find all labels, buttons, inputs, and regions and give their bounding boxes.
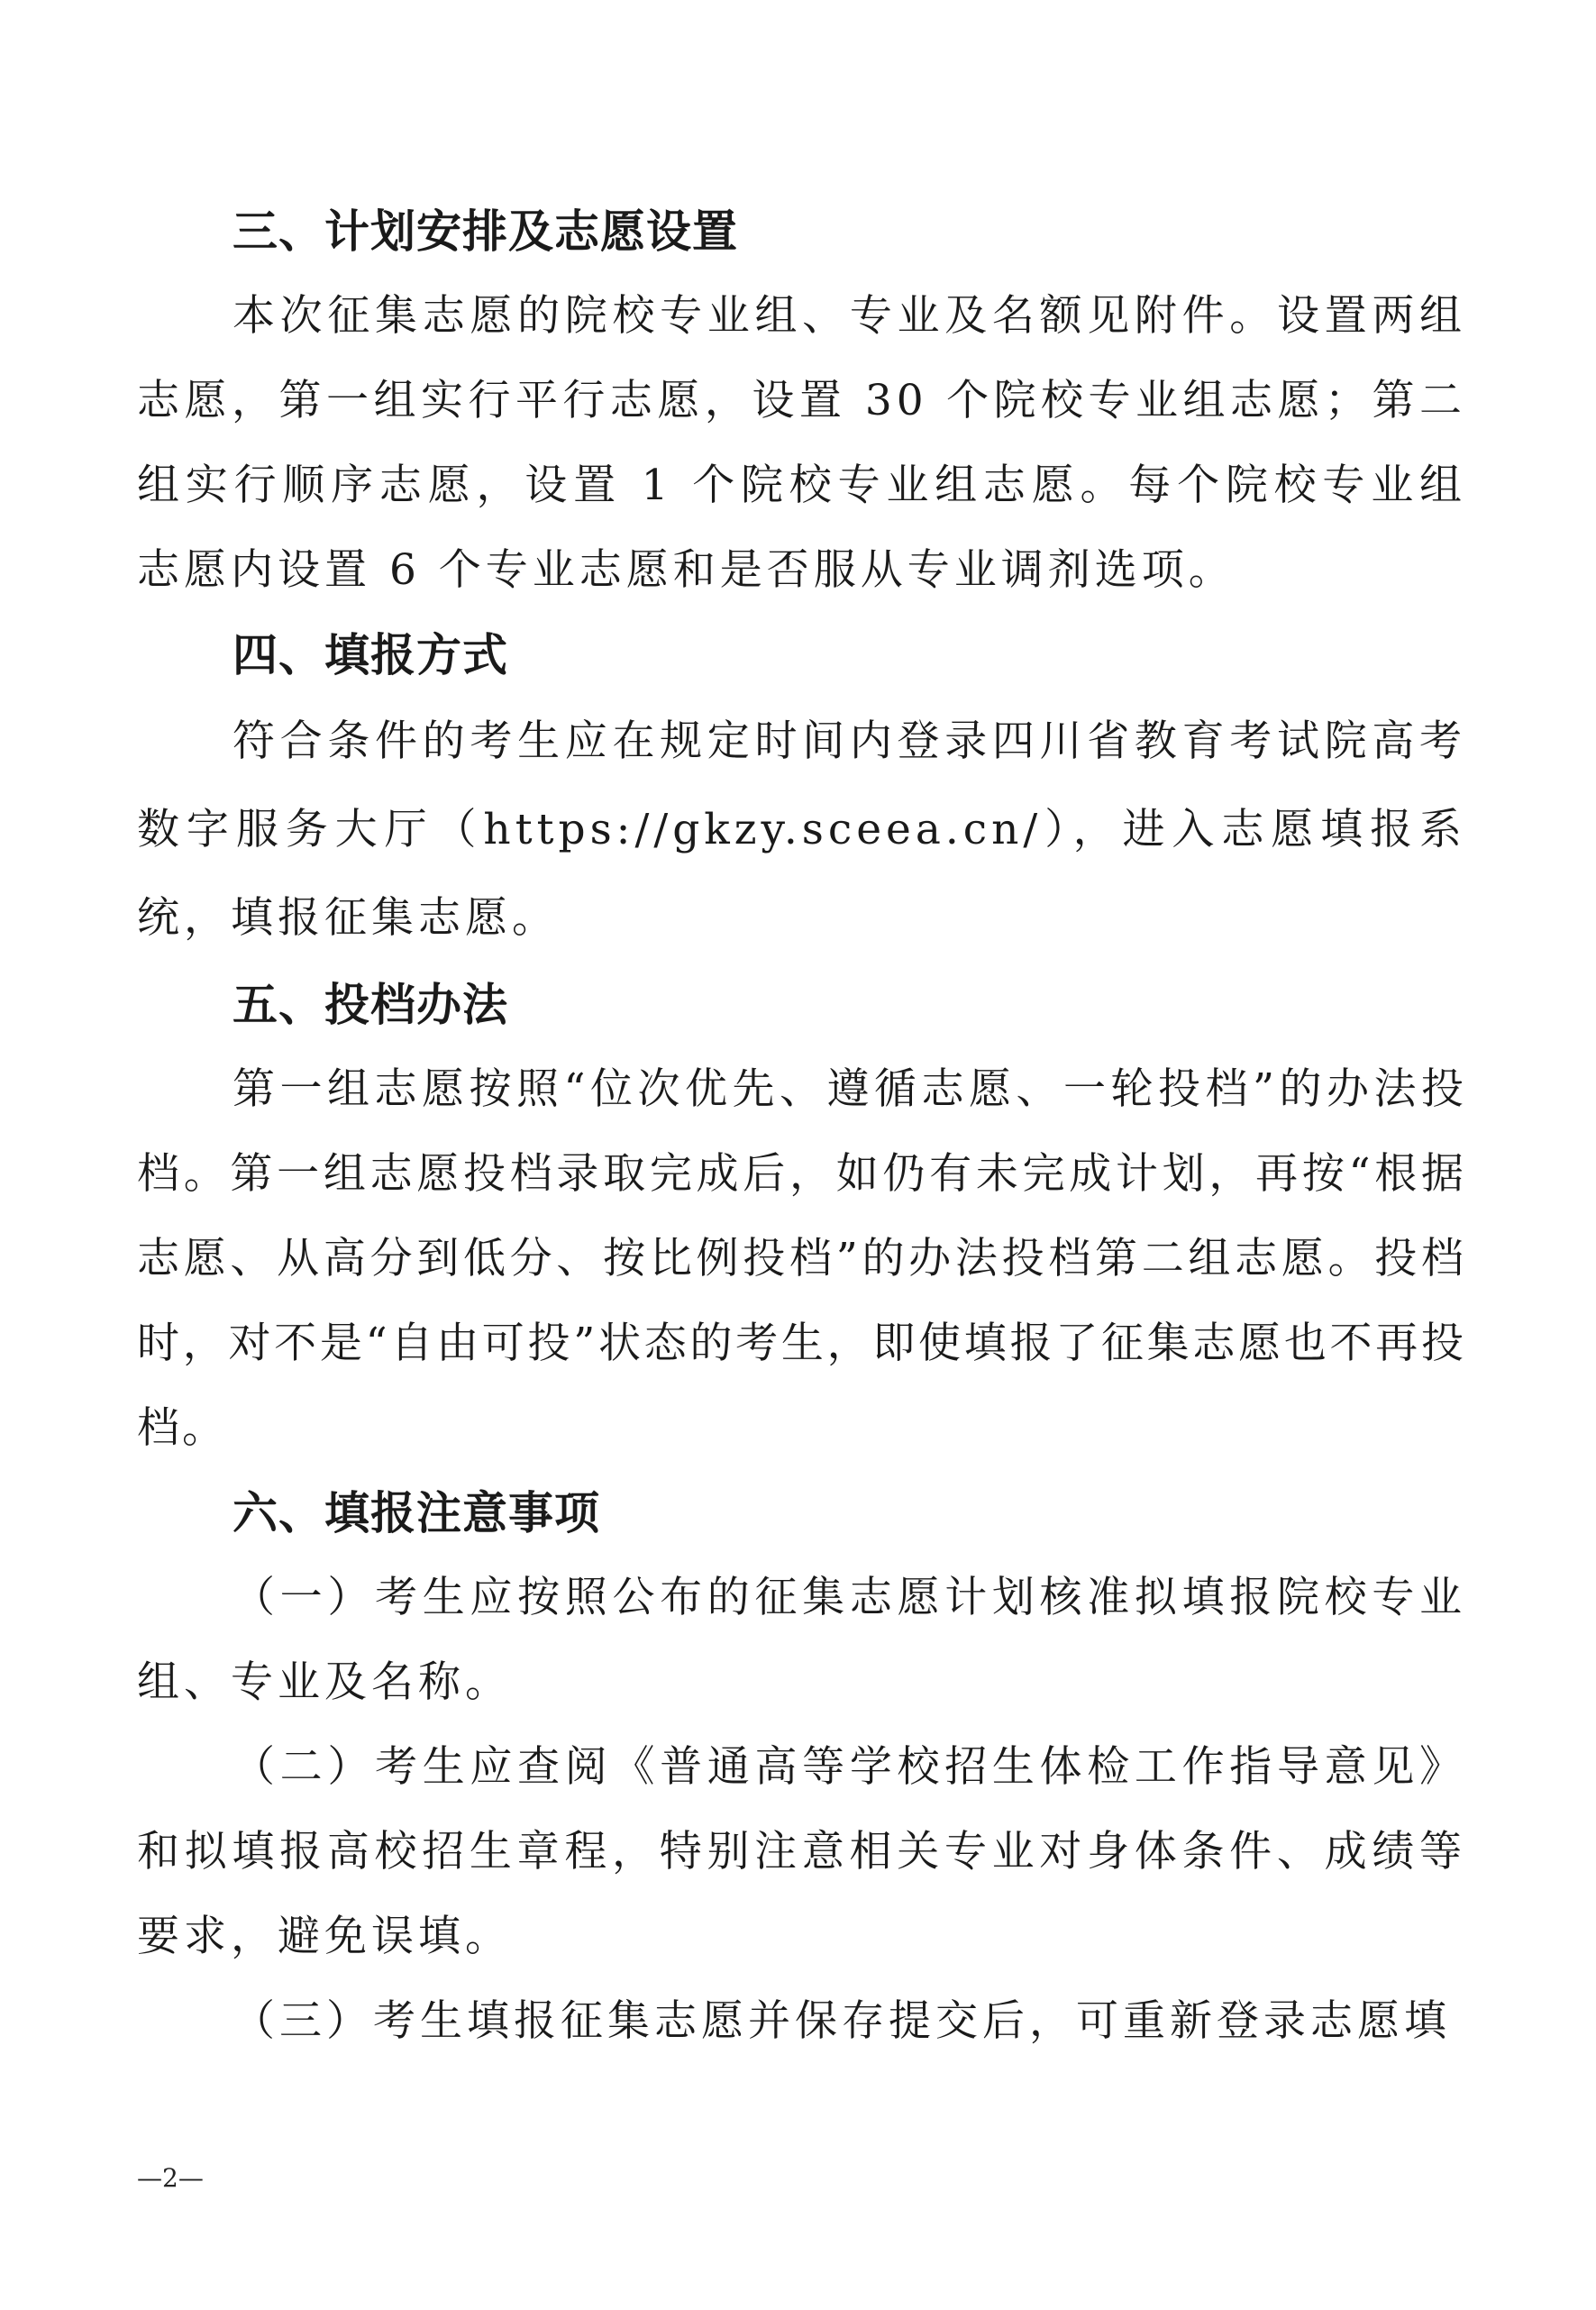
page-number: —2— (137, 2163, 204, 2193)
paragraph-note-3: （三）考生填报征集志愿并保存提交后，可重新登录志愿填 (233, 1996, 1451, 2046)
paragraph-admission: 第一组志愿按照“位次优先、遵循志愿、一轮投档”的办法投档。第一组志愿投档录取完成后，如仍有未完成计划，再按“根据志愿、从高分到低分、按比例投档”的办法投档第二组志愿。投档时，对不是“自由可投”状态的考生，即使填报了征集志愿也不再投档。 (137, 1064, 1466, 1453)
paragraph-note-1: （一）考生应按照公布的征集志愿计划核准拟填报院校专业组、专业及名称。 (137, 1573, 1466, 1707)
section-heading-admission: 五、投档办法 (233, 979, 508, 1031)
document-body (137, 189, 1466, 2064)
section-heading-method: 四、填报方式 (233, 629, 508, 681)
paragraph-note-2: （二）考生应查阅《普通高等学校招生体检工作指导意见》和拟填报高校招生章程，特别注意相关专业对身体条件、成绩等要求，避免误填。 (137, 1742, 1466, 1961)
section-heading-plan: 三、计划安排及志愿设置 (233, 205, 738, 258)
paragraph-method: 符合条件的考生应在规定时间内登录四川省教育考试院高考数字服务大厅（https://gkzy.sceea.cn/），进入志愿填报系统，填报征集志愿。 (137, 717, 1466, 943)
paragraph-plan: 本次征集志愿的院校专业组、专业及名额见附件。设置两组志愿，第一组实行平行志愿，设置 30 个院校专业组志愿；第二组实行顺序志愿，设置 1 个院校专业组志愿。每个院校专业组志愿内设置 6 个专业志愿和是否服从专业调剂选项。 (137, 291, 1466, 595)
section-heading-notes: 六、填报注意事项 (233, 1487, 600, 1539)
